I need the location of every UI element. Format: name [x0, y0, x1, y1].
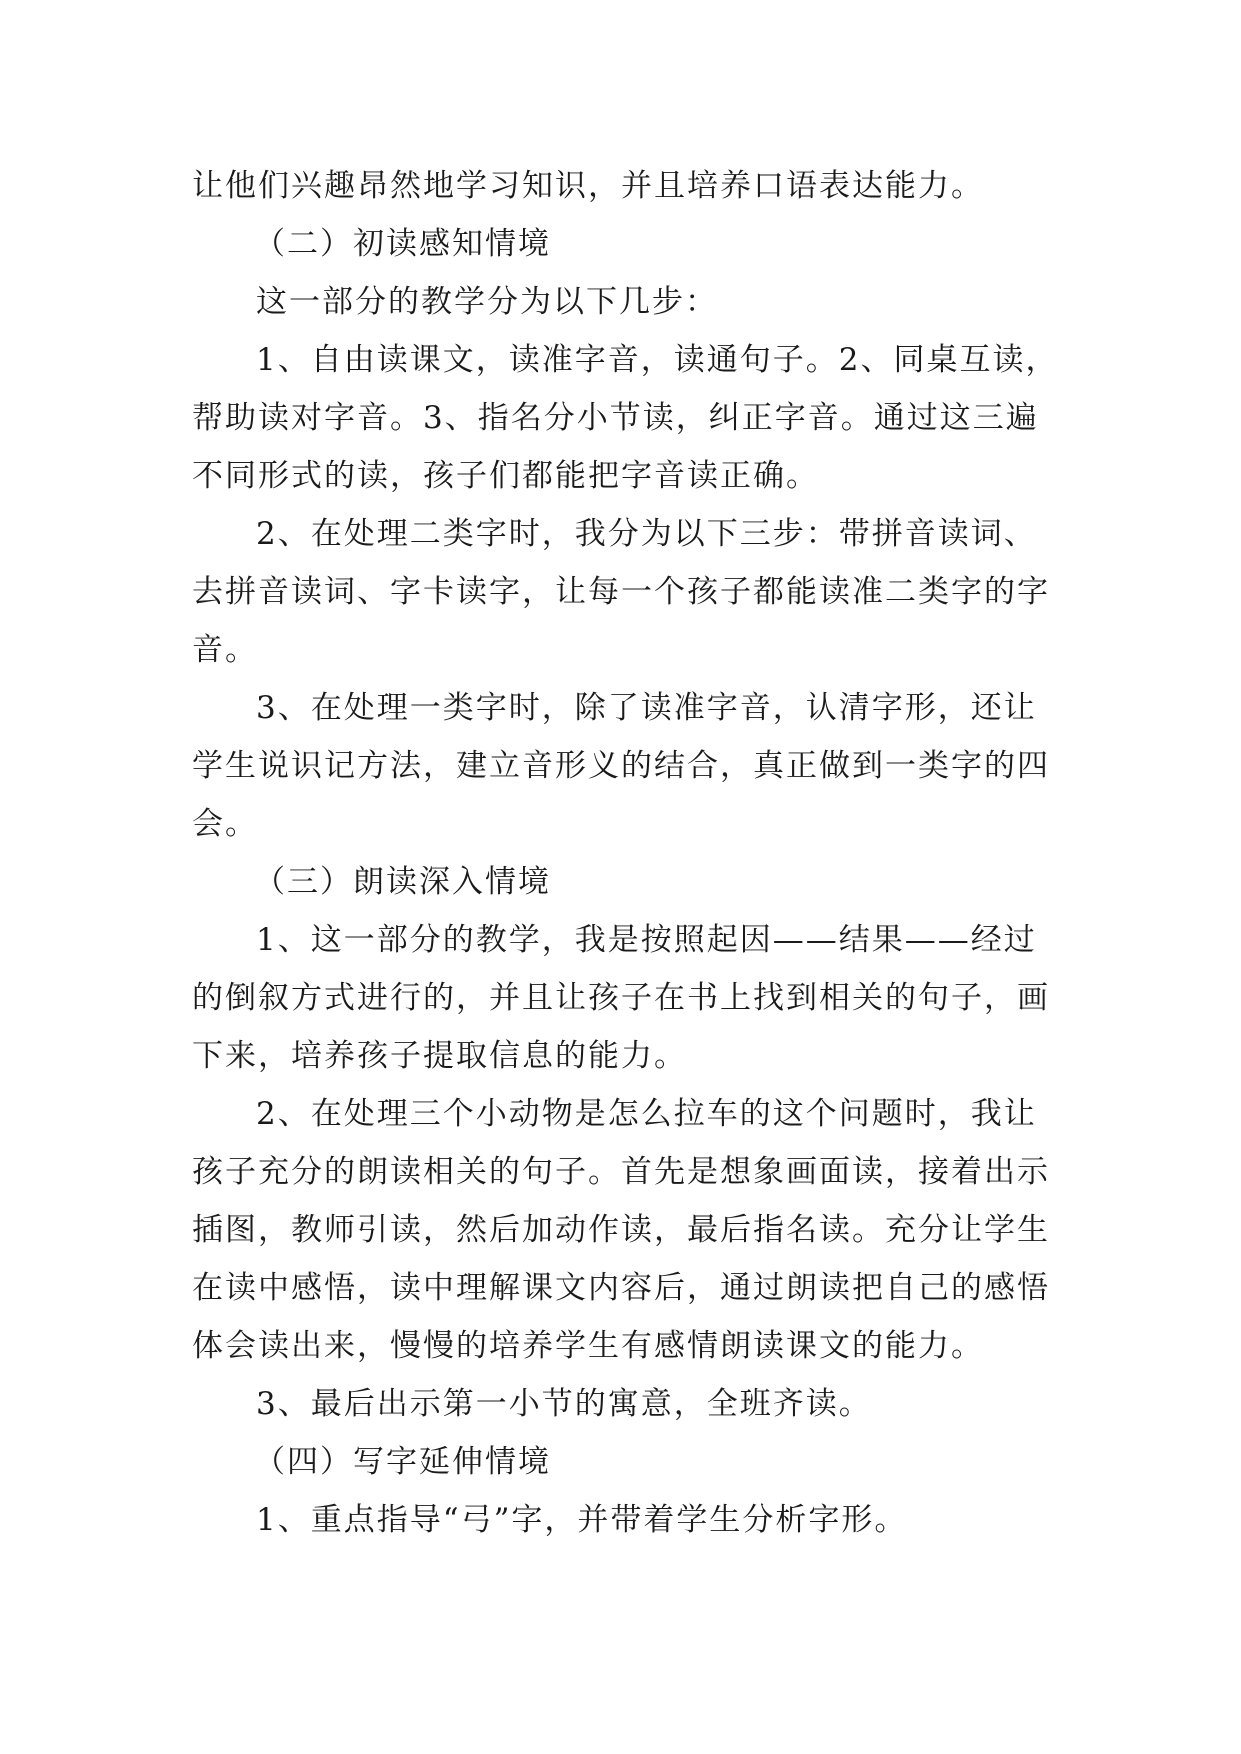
text-line: 音。 [192, 632, 258, 668]
text-line: 会。 [192, 806, 258, 842]
text-line: 帮助读对字音。3、指名分小节读，纠正字音。通过这三遍 [192, 400, 1039, 436]
text-line: 2、在处理三个小动物是怎么拉车的这个问题时，我让 [256, 1096, 1037, 1132]
text-line: 在读中感悟，读中理解课文内容后，通过朗读把自己的感悟 [192, 1270, 1050, 1306]
text-line: 学生说识记方法，建立音形义的结合，真正做到一类字的四 [192, 748, 1050, 784]
section-heading: （四）写字延伸情境 [254, 1444, 551, 1480]
text-line: 1、重点指导“弓”字，并带着学生分析字形。 [256, 1502, 908, 1538]
text-line: 体会读出来，慢慢的培养学生有感情朗读课文的能力。 [192, 1328, 984, 1364]
text-line: 3、在处理一类字时，除了读准字音，认清字形，还让 [256, 690, 1037, 726]
text-line: 下来，培养孩子提取信息的能力。 [192, 1038, 687, 1074]
section-heading: （三）朗读深入情境 [254, 864, 551, 900]
text-line: 插图，教师引读，然后加动作读，最后指名读。充分让学生 [192, 1212, 1050, 1248]
text-line: 的倒叙方式进行的，并且让孩子在书上找到相关的句子，画 [192, 980, 1050, 1016]
text-line: 3、最后出示第一小节的寓意，全班齐读。 [256, 1386, 872, 1422]
text-line: 让他们兴趣昂然地学习知识，并且培养口语表达能力。 [192, 168, 984, 204]
text-line: 1、这一部分的教学，我是按照起因——结果——经过 [256, 922, 1037, 958]
section-heading: （二）初读感知情境 [254, 226, 551, 262]
text-line: 去拼音读词、字卡读字，让每一个孩子都能读准二类字的字 [192, 574, 1050, 610]
text-line: 2、在处理二类字时，我分为以下三步：带拼音读词、 [256, 516, 1037, 552]
text-line: 这一部分的教学分为以下几步： [256, 284, 718, 320]
text-line: 不同形式的读，孩子们都能把字音读正确。 [192, 458, 819, 494]
text-line: 1、自由读课文，读准字音，读通句子。2、同桌互读， [256, 342, 1059, 378]
text-line: 孩子充分的朗读相关的句子。首先是想象画面读，接着出示 [192, 1154, 1050, 1190]
